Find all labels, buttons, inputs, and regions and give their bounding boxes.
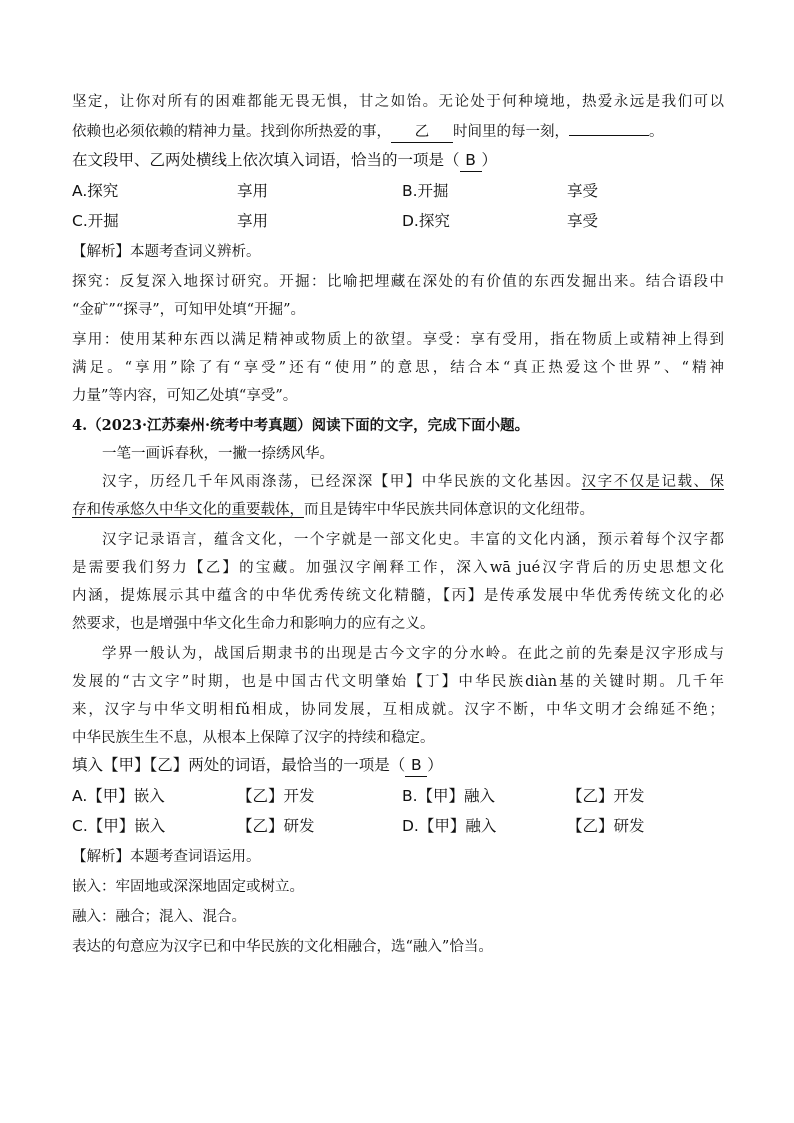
- underlined-text: 汉字不仅是记载、保: [581, 474, 725, 490]
- option: 【乙】开发: [567, 787, 645, 805]
- analysis-line: “金矿”“探寻”，可知甲处填“开掘”。: [72, 302, 305, 318]
- analysis-line: 嵌入：牢固地或深深地固定或树立。: [72, 879, 304, 895]
- passage-line: 内涵，提炼展示其中蕴含的中华优秀传统文化精髓，【丙】是传承发展中华优秀传统文化的必: [72, 588, 724, 604]
- option: A.探究: [72, 182, 119, 200]
- option: 享用: [237, 182, 269, 200]
- passage-line: 发展的“古文字”时期，也是中国古代文明肇始【丁】中华民族diàn基的关键时期。几千年: [72, 674, 724, 690]
- option: B.【甲】融入: [402, 787, 496, 805]
- option: 享受: [567, 212, 599, 230]
- blank-jia: [569, 135, 649, 136]
- passage-line: 学界一般认为，战国后期隶书的出现是古今文字的分水岭。在此之前的先秦是汉字形成与: [102, 646, 724, 662]
- options-row: [72, 210, 724, 232]
- option: 享用: [237, 212, 269, 230]
- option: 【乙】研发: [237, 817, 315, 835]
- analysis-line: 融入：融合；混入、混合。: [72, 909, 246, 925]
- option: 享受: [567, 182, 599, 200]
- options-row: [72, 815, 724, 837]
- passage-line: 来，汉字与中华文明相fǔ相成，协同发展，互相成就。汉字不断，中华文明才会绵延不绝；: [72, 702, 724, 718]
- question-prompt: 填入【甲】【乙】两处的词语，最恰当的一项是（ B ）: [72, 754, 724, 777]
- analysis-line: 表达的句意应为汉字已和中华民族的文化相融合，选“融入”恰当。: [72, 939, 493, 955]
- option: B.开掘: [402, 182, 449, 200]
- options-row: [72, 180, 724, 202]
- option: A.【甲】嵌入: [72, 787, 165, 805]
- question-prompt: 在文段甲、乙两处横线上依次填入词语，恰当的一项是（ B ）: [72, 149, 724, 172]
- option: 【乙】开发: [237, 787, 315, 805]
- passage-line: 坚定，让你对所有的困难都能无畏无惧，甘之如饴。无论处于何种境地，热爱永远是我们可以: [72, 94, 724, 110]
- option: C.开掘: [72, 212, 119, 230]
- passage-line: 存和传承悠久中华文化的重要载体，而且是铸牢中华民族共同体意识的文化纽带。: [72, 502, 594, 518]
- passage-line: 依赖也必须依赖的精神力量。找到你所热爱的事， 乙 时间里的每一刻， 。: [72, 122, 724, 143]
- underlined-text: 存和传承悠久中华文化的重要载体，: [72, 502, 304, 518]
- blank-yi: 乙: [391, 122, 453, 143]
- analysis-line: 力量”等内容，可知乙处填“享受”。: [72, 388, 298, 404]
- answer-mark: B: [460, 149, 482, 172]
- analysis-line: 探究：反复深入地探讨研究。开掘：比喻把埋藏在深处的有价值的东西发掘出来。结合语段中: [72, 274, 724, 290]
- answer-mark: B: [405, 754, 427, 777]
- option: C.【甲】嵌入: [72, 817, 166, 835]
- passage-line: 中华民族生生不息，从根本上保障了汉字的持续和稳定。: [72, 730, 435, 746]
- passage-line: 汉字，历经几千年风雨涤荡，已经深深【甲】中华民族的文化基因。汉字不仅是记载、保: [102, 474, 725, 490]
- passage-line: 是需要我们努力【乙】的宝藏。加强汉字阐释工作，深入wā jué汉字背后的历史思想文化: [72, 560, 724, 576]
- passage-line: 然要求，也是增强中华文化生命力和影响力的应有之义。: [72, 616, 435, 632]
- passage-text: 依赖也必须依赖的精神力量。找到你所热爱的事，: [72, 124, 391, 140]
- document-page: [72, 92, 724, 957]
- passage-line: 汉字记录语言，蕴含文化，一个字就是一部文化史。丰富的文化内涵，预示着每个汉字都: [102, 532, 724, 548]
- option: D.【甲】融入: [402, 817, 497, 835]
- analysis-line: 享用：使用某种东西以满足精神或物质上的欲望。享受：享有受用，指在物质上或精神上得到: [72, 332, 724, 348]
- question-heading: 4.（2023·江苏秦州·统考中考真题）阅读下面的文字，完成下面小题。: [72, 417, 530, 434]
- options-row: [72, 785, 724, 807]
- analysis-title: 【解析】本题考查词语运用。: [72, 849, 261, 865]
- passage-text: 时间里的每一刻，: [453, 124, 569, 140]
- option: 【乙】研发: [567, 817, 645, 835]
- analysis-title: 【解析】本题考查词义辨析。: [72, 244, 261, 260]
- analysis-line: 满足。“享用”除了有“享受”还有“使用”的意思，结合本“真正热爱这个世界”、“精神: [72, 360, 724, 376]
- passage-subtitle: 一笔一画诉春秋，一撇一捺绣风华。: [102, 446, 334, 462]
- option: D.探究: [402, 212, 450, 230]
